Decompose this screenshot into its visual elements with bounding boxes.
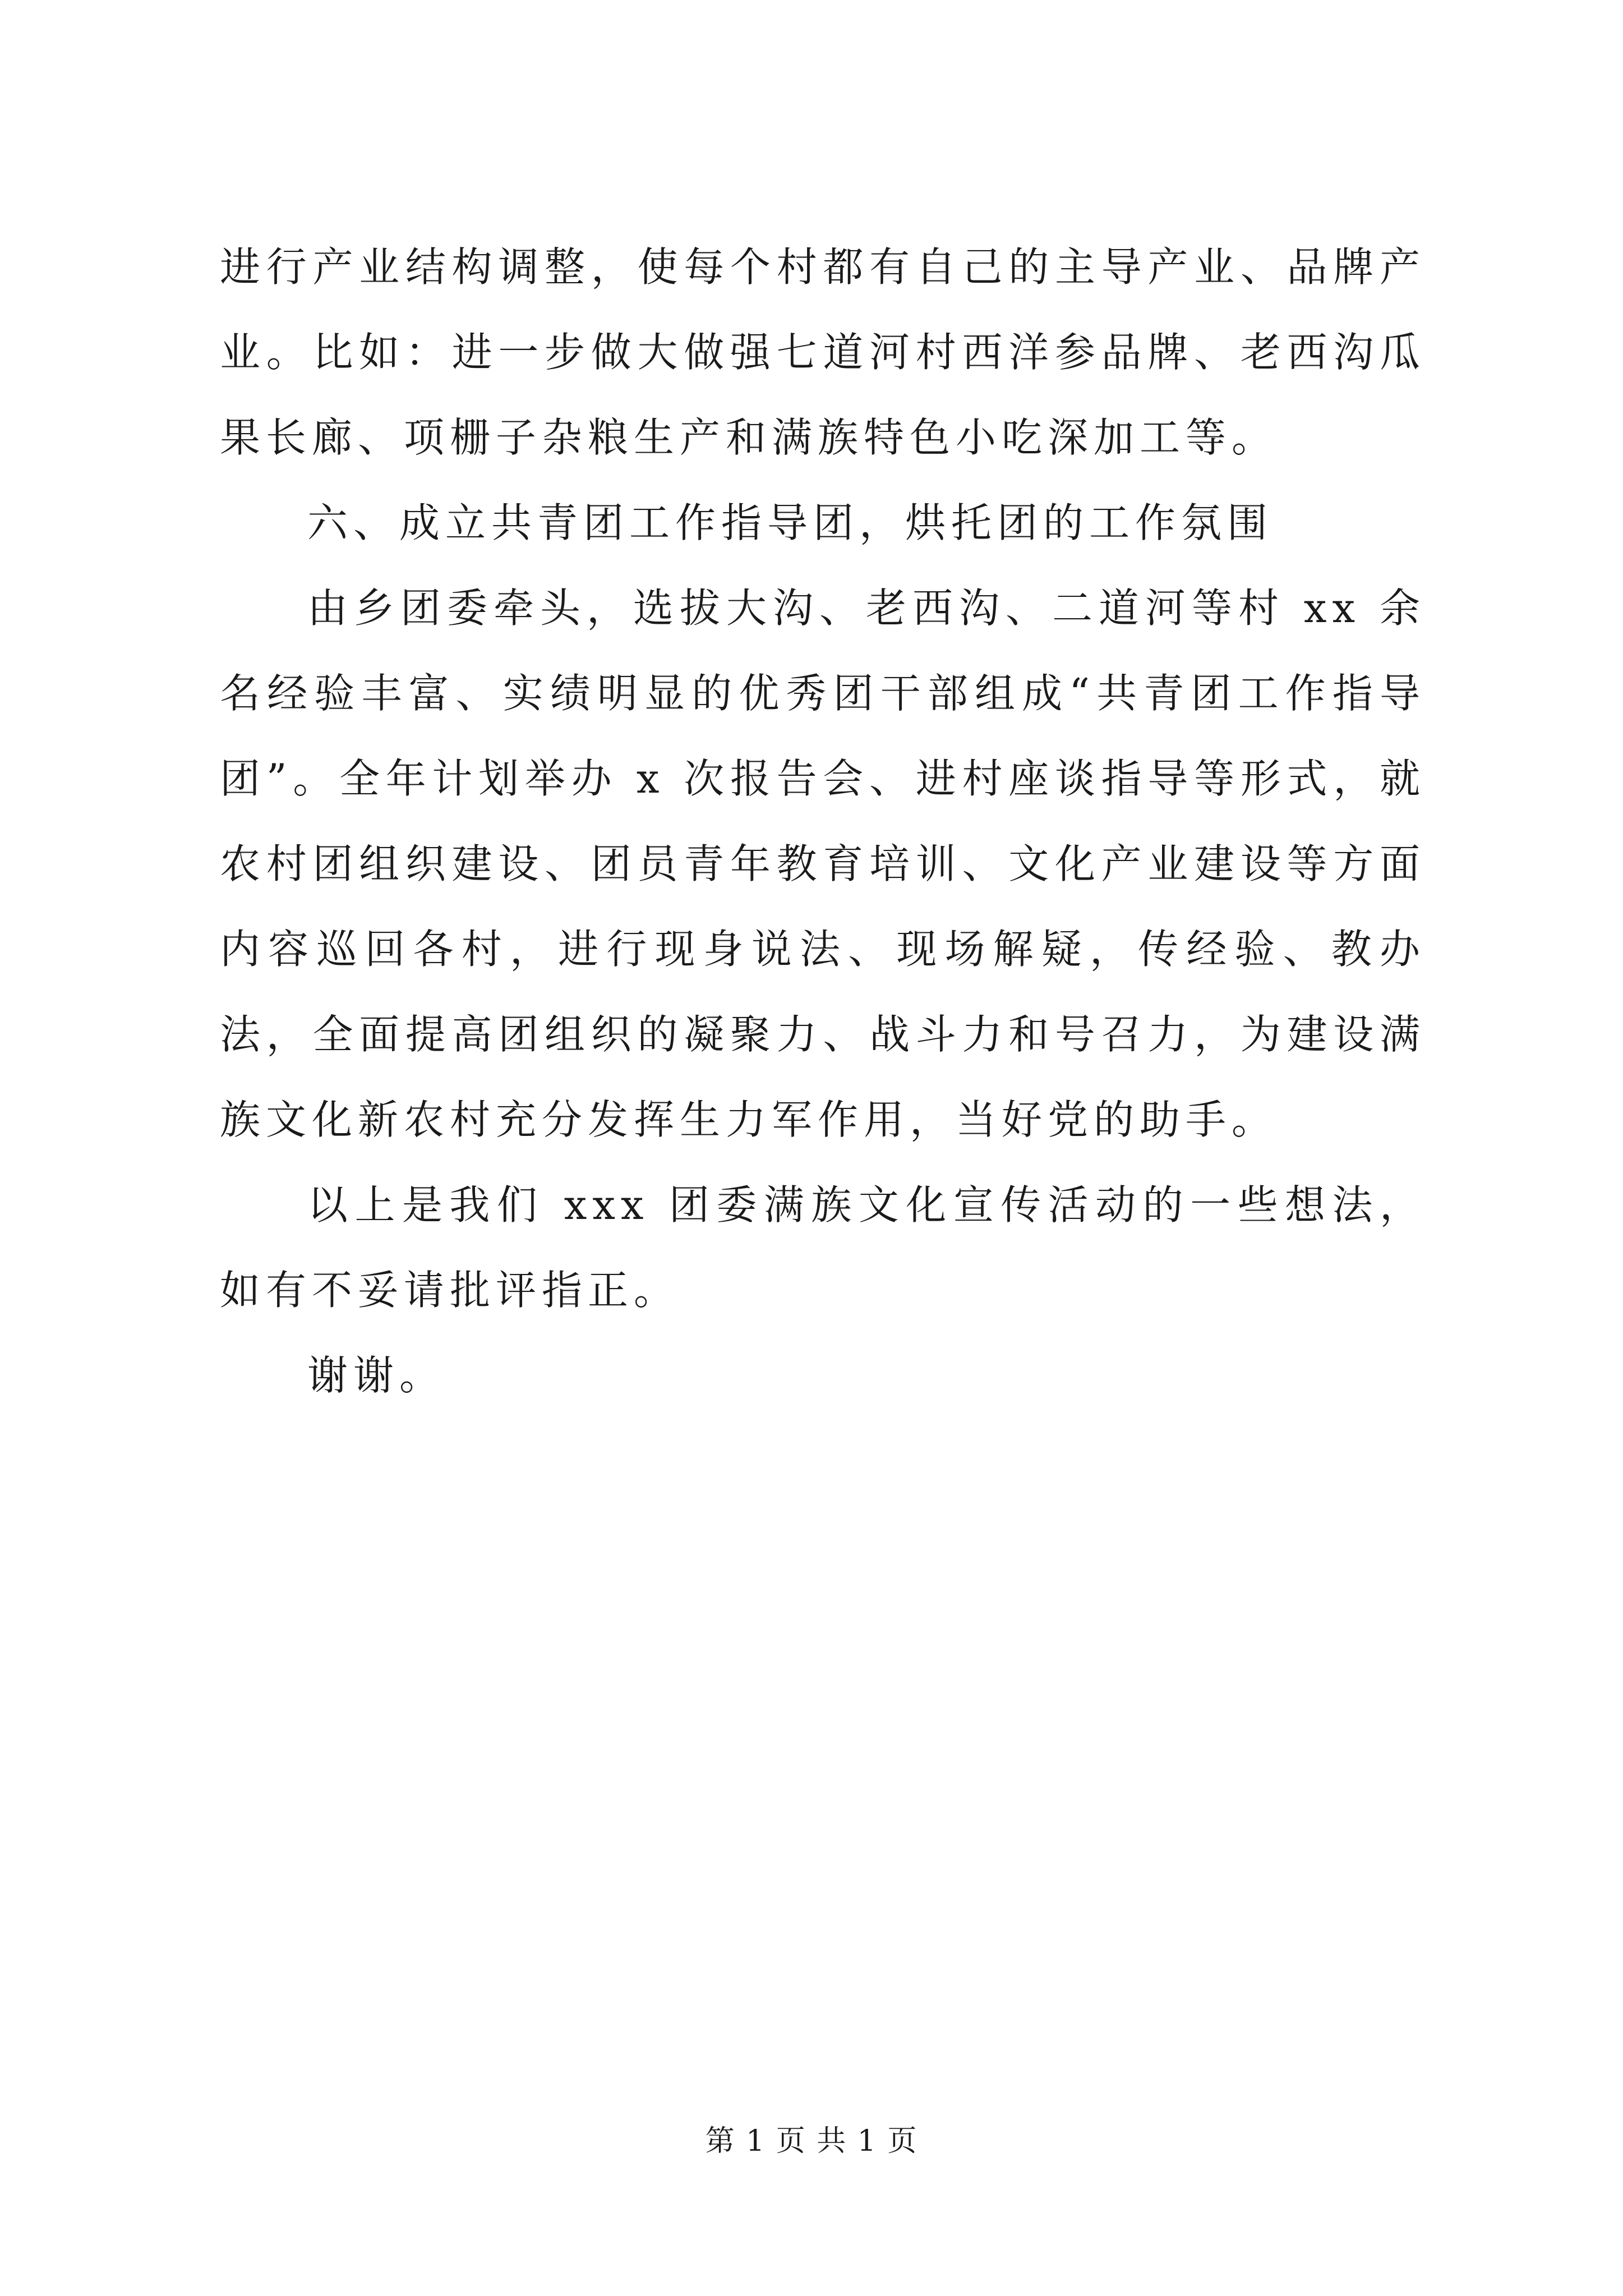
page-number-footer: 第 1 页 共 1 页 (705, 2124, 918, 2158)
paragraph-guidance-group: 由乡团委牵头，选拔大沟、老西沟、二道河等村 xx 余名经验丰富、实绩明显的优秀团干部组成“共青团工作指导团”。全年计划举办 x 次报告会、进村座谈指导等形式，就农村团组织建设、团员青年教育培训、文化产业建设等方面内容巡回各村，进行现身说法、现场解疑，传经验、教办法，全面提高团组织的凝聚力、战斗力和号召力，为建设满族文化新农村充分发挥生力军作用，当好党的助手。 (220, 585, 1426, 1143)
document-body (220, 224, 1426, 1418)
paragraph-continued: 进行产业结构调整，使每个村都有自己的主导产业、品牌产业。比如：进一步做大做强七道河村西洋参品牌、老西沟瓜果长廊、项栅子杂粮生产和满族特色小吃深加工等。 (220, 243, 1426, 461)
paragraph-thanks: 谢谢。 (307, 1352, 446, 1399)
section-heading: 六、成立共青团工作指导团，烘托团的工作氛围 (307, 499, 1274, 546)
paragraph-closing: 以上是我们 xxx 团委满族文化宣传活动的一些想法，如有不妥请批评指正。 (220, 1181, 1426, 1314)
